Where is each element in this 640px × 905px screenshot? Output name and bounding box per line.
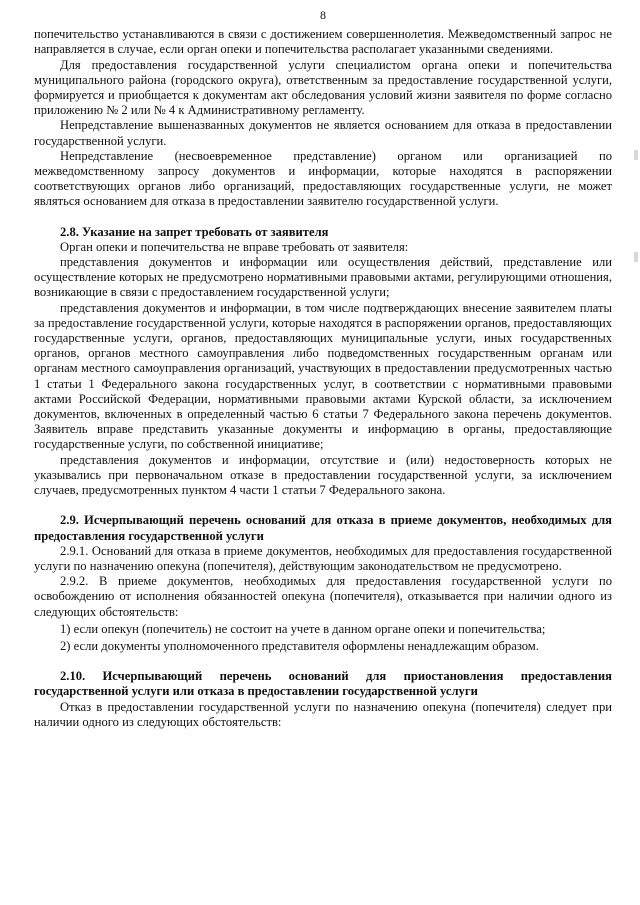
paragraph-continuation: попечительство устанавливаются в связи с достижением совершеннолетия. Межведомственный запрос не направляется в случае, если орган опеки и попечительства располагает указанными сведениями. bbox=[34, 27, 612, 57]
page-number: 8 bbox=[320, 8, 326, 22]
section-2-8-item-2: представления документов и информации, в том числе подтверждающих внесение заявителем платы за предоставление государственной услуги, которые находятся в распоряжении органов, предоставляющих государственные услуги, органов, предоставляющих муниципальные услуги, иных государственных органов, органов местного самоуправления либо подведомственных государственным органам или органам местного самоуправления организаций, участвующих в предоставлении предусмотренных частью 1 статьи 1 Федерального закона государственных услуг, в соответствии с нормативными правовыми актами Российской Федерации, нормативными правовыми актами Курской области, за исключением документов, включенных в определенный частью 6 статьи 7 Федерального закона перечень документов. Заявитель вправе представить указанные документы и информацию в органы, предоставляющие государственные услуги, по собственной инициативе; bbox=[34, 300, 612, 452]
scan-margin-mark bbox=[634, 150, 638, 160]
section-2-10-paragraph: Отказ в предоставлении государственной услуги по назначению опекуна (попечителя) следует при наличии одного из следующих обстоятельств: bbox=[34, 699, 612, 729]
paragraph-inspection-act: Для предоставления государственной услуги специалистом органа опеки и попечительства муниципального района (городского округа), ответственным за предоставление государственной услуги, формируется и приобщается к документам акт обследования условий жизни заявителя по форме согласно приложению № 2 или № 4 к Административному регламенту. bbox=[34, 57, 612, 118]
section-2-9-item-1: 1) если опекун (попечитель) не состоит на учете в данном органе опеки и попечительства; bbox=[60, 621, 546, 636]
section-2-8-intro: Орган опеки и попечительства не вправе требовать от заявителя: bbox=[60, 239, 409, 254]
section-2-9-heading: 2.9. Исчерпывающий перечень оснований для отказа в приеме документов, необходимых для предоставления государственной услуги bbox=[34, 513, 612, 543]
paragraph-non-submission: Непредставление вышеназванных документов не является основанием для отказа в предоставлении государственной услуги. bbox=[34, 118, 612, 148]
section-2-10-heading: 2.10. Исчерпывающий перечень оснований для приостановления предоставления государственной услуги или отказа в предоставлении государственной услуги bbox=[34, 669, 612, 699]
section-2-9-1: 2.9.1. Оснований для отказа в приеме документов, необходимых для предоставления государственной услуги по назначению опекуна (попечителя), действующим законодательством не предусмотрено. bbox=[34, 543, 612, 573]
section-2-8-item-1: представления документов и информации или осуществления действий, представление или осуществление которых не предусмотрено нормативными правовыми актами, регулирующими отношения, возникающие в связи с предоставлением государственной услуги; bbox=[34, 255, 612, 300]
paragraph-interagency-request: Непредставление (несвоевременное представление) органом или организацией по межведомственному запросу документов и информации, которые находятся в распоряжении соответствующих органов либо организаций, предоставляющих государственные услуги, не может являться основанием для отказа в предоставлении заявителю государственной услуги. bbox=[34, 148, 612, 209]
section-2-9-2: 2.9.2. В приеме документов, необходимых для предоставления государственной услуги по освобождению от исполнения обязанностей опекуна (попечителя), отказывается при наличии одного из следующих обстоятельств: bbox=[34, 574, 612, 619]
scan-margin-mark bbox=[634, 252, 638, 262]
section-2-8-heading: 2.8. Указание на запрет требовать от заявителя bbox=[60, 224, 329, 239]
document-page bbox=[34, 8, 612, 730]
section-2-9-item-2: 2) если документы уполномоченного представителя оформлены ненадлежащим образом. bbox=[60, 638, 539, 653]
section-2-8-item-3: представления документов и информации, отсутствие и (или) недостоверность которых не указывались при первоначальном отказе в предоставлении государственной услуги, за исключением случаев, предусмотренных пунктом 4 части 1 статьи 7 Федерального закона. bbox=[34, 452, 612, 498]
